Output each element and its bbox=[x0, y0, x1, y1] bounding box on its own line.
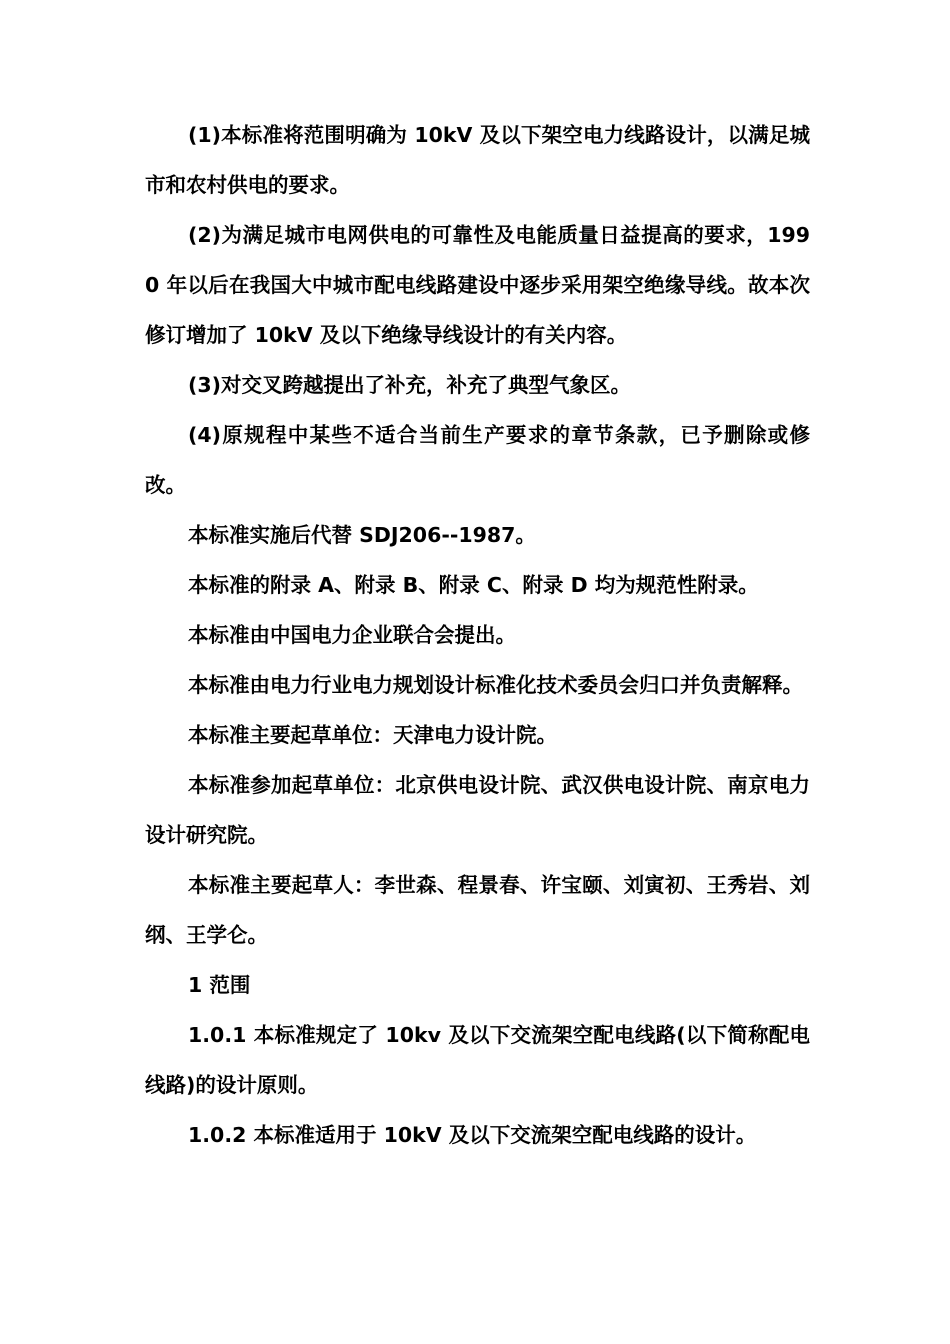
paragraph-main-drafters: 本标准主要起草人：李世森、程景春、许宝颐、刘寅初、王秀岩、刘纲、王学仑。 bbox=[145, 873, 810, 947]
paragraph-participating-units: 本标准参加起草单位：北京供电设计院、武汉供电设计院、南京电力设计研究院。 bbox=[145, 773, 810, 847]
paragraph-appendices: 本标准的附录 A、附录 B、附录 C、附录 D 均为规范性附录。 bbox=[188, 573, 759, 597]
paragraph-replaces-standard: 本标准实施后代替 SDJ206--1987。 bbox=[188, 523, 536, 547]
section-heading-scope: 1 范围 bbox=[188, 973, 251, 997]
paragraph-main-drafter-unit: 本标准主要起草单位：天津电力设计院。 bbox=[188, 723, 557, 747]
document-body bbox=[145, 110, 810, 1160]
paragraph-scope-clarification: (1)本标准将范围明确为 10kV 及以下架空电力线路设计，以满足城市和农村供电的要求。 bbox=[145, 123, 810, 197]
paragraph-crossing-supplement: (3)对交叉跨越提出了补充，补充了典型气象区。 bbox=[188, 373, 632, 397]
paragraph-insulated-conductor: (2)为满足城市电网供电的可靠性及电能质量日益提高的要求，1990 年以后在我国大中城市配电线路建设中逐步采用架空绝缘导线。故本次修订增加了 10kV 及以下绝缘导线设计的有关内容。 bbox=[145, 223, 810, 347]
paragraph-proposed-by: 本标准由中国电力企业联合会提出。 bbox=[188, 623, 516, 647]
clause-1-0-1: 1.0.1 本标准规定了 10kv 及以下交流架空配电线路(以下简称配电线路)的设计原则。 bbox=[145, 1023, 810, 1097]
clause-1-0-2: 1.0.2 本标准适用于 10kV 及以下交流架空配电线路的设计。 bbox=[188, 1123, 757, 1147]
paragraph-interpretation: 本标准由电力行业电力规划设计标准化技术委员会归口并负责解释。 bbox=[188, 673, 803, 697]
paragraph-deleted-clauses: (4)原规程中某些不适合当前生产要求的章节条款，已予删除或修改。 bbox=[145, 423, 810, 497]
